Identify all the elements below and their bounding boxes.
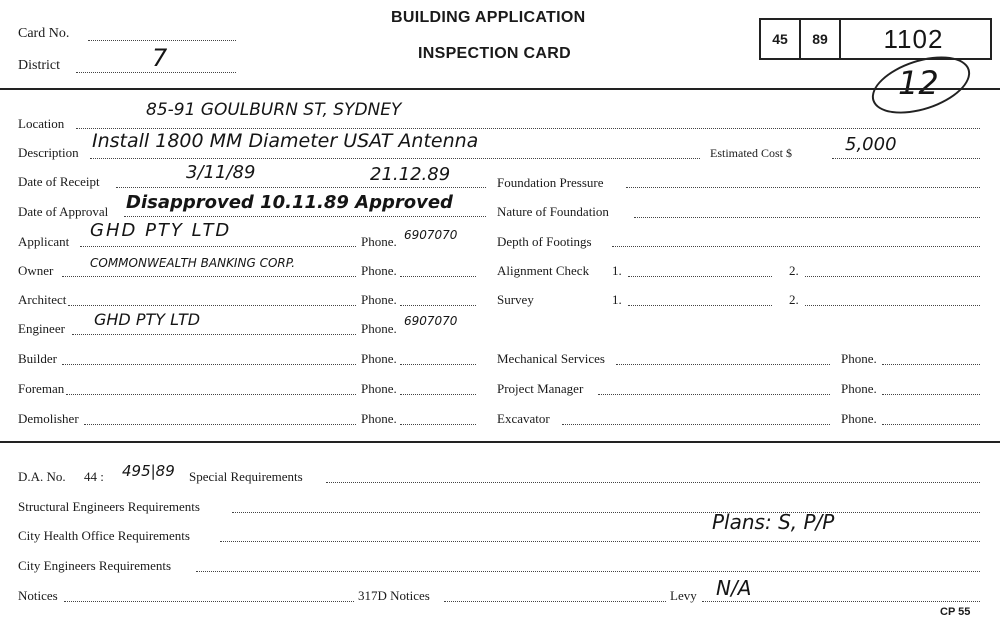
applicant-field[interactable] bbox=[80, 246, 356, 247]
district-value: 7 bbox=[152, 44, 168, 72]
architect-phone-field[interactable] bbox=[400, 305, 476, 306]
excavator-phone-field[interactable] bbox=[882, 424, 980, 425]
alignment-check-field-2[interactable] bbox=[805, 276, 980, 277]
alignment-check-num1: 1. bbox=[612, 263, 622, 278]
levy-value: N/A bbox=[716, 576, 752, 600]
alignment-check-num2: 2. bbox=[789, 263, 799, 278]
estimated-cost-label: Estimated Cost $ bbox=[710, 146, 792, 160]
project-manager-label: Project Manager bbox=[497, 381, 584, 396]
nature-of-foundation-field[interactable] bbox=[634, 217, 980, 218]
description-value: Install 1800 MM Diameter USAT Antenna bbox=[92, 130, 479, 152]
bottom-divider bbox=[0, 441, 1000, 443]
estimated-cost-field[interactable] bbox=[832, 158, 980, 159]
depth-of-footings-field[interactable] bbox=[612, 246, 980, 247]
location-label: Location bbox=[18, 116, 65, 131]
form-code: CP 55 bbox=[940, 606, 971, 618]
box-code-1: 45 bbox=[772, 31, 788, 47]
survey-field-2[interactable] bbox=[805, 305, 980, 306]
project-manager-phone-label: Phone. bbox=[841, 381, 877, 396]
alignment-check-field-1[interactable] bbox=[628, 276, 772, 277]
mechanical-services-label: Mechanical Services bbox=[497, 351, 605, 366]
foreman-label: Foreman bbox=[18, 381, 65, 396]
builder-phone-label: Phone. bbox=[361, 351, 397, 366]
circled-number: 12 bbox=[898, 64, 939, 102]
receipt-value-1: 3/11/89 bbox=[186, 162, 256, 183]
card-no-field[interactable] bbox=[88, 40, 236, 41]
architect-field[interactable] bbox=[68, 305, 356, 306]
structural-engineers-label: Structural Engineers Requirements bbox=[18, 499, 200, 514]
notices-317d-label: 317D Notices bbox=[358, 588, 430, 603]
district-field[interactable] bbox=[76, 72, 236, 73]
survey-num2: 2. bbox=[789, 292, 799, 307]
mechanical-services-phone-label: Phone. bbox=[841, 351, 877, 366]
applicant-phone-label: Phone. bbox=[361, 234, 397, 249]
special-requirements-field[interactable] bbox=[326, 482, 980, 483]
form-title-line1: BUILDING APPLICATION bbox=[391, 9, 586, 26]
box-card-number: 1102 bbox=[883, 24, 944, 54]
structural-engineers-field[interactable] bbox=[232, 512, 980, 513]
foundation-pressure-label: Foundation Pressure bbox=[497, 175, 604, 190]
architect-phone-label: Phone. bbox=[361, 292, 397, 307]
demolisher-phone-label: Phone. bbox=[361, 411, 397, 426]
da-no-label: D.A. No. bbox=[18, 469, 66, 484]
city-engineers-field[interactable] bbox=[196, 571, 980, 572]
box-code-2: 89 bbox=[812, 31, 828, 47]
approval-value: Disapproved 10.11.89 Approved bbox=[126, 192, 453, 213]
excavator-field[interactable] bbox=[562, 424, 830, 425]
demolisher-field[interactable] bbox=[84, 424, 356, 425]
city-health-value: Plans: S, P/P bbox=[712, 510, 835, 534]
engineer-field[interactable] bbox=[72, 334, 356, 335]
city-health-label: City Health Office Requirements bbox=[18, 528, 190, 543]
special-requirements-label: Special Requirements bbox=[189, 469, 303, 484]
description-field[interactable] bbox=[90, 158, 700, 159]
approval-field[interactable] bbox=[124, 216, 486, 217]
da-no-prefix: 44 : bbox=[84, 469, 104, 484]
owner-phone-field[interactable] bbox=[400, 276, 476, 277]
builder-field[interactable] bbox=[62, 364, 356, 365]
project-manager-field[interactable] bbox=[598, 394, 830, 395]
survey-label: Survey bbox=[497, 292, 534, 307]
city-engineers-label: City Engineers Requirements bbox=[18, 558, 172, 573]
notices-field[interactable] bbox=[64, 601, 354, 602]
excavator-label: Excavator bbox=[497, 411, 550, 426]
depth-of-footings-label: Depth of Footings bbox=[497, 234, 592, 249]
form-title-line2: INSPECTION CARD bbox=[418, 45, 571, 62]
top-divider bbox=[0, 88, 1000, 90]
demolisher-label: Demolisher bbox=[18, 411, 79, 426]
levy-field[interactable] bbox=[702, 601, 980, 602]
project-manager-phone-field[interactable] bbox=[882, 394, 980, 395]
owner-phone-label: Phone. bbox=[361, 263, 397, 278]
mechanical-services-field[interactable] bbox=[616, 364, 830, 365]
levy-label: Levy bbox=[670, 588, 697, 603]
owner-field[interactable] bbox=[62, 276, 356, 277]
engineer-phone-value: 6907070 bbox=[404, 314, 458, 328]
mechanical-services-phone-field[interactable] bbox=[882, 364, 980, 365]
description-label: Description bbox=[18, 145, 79, 160]
alignment-check-label: Alignment Check bbox=[497, 263, 590, 278]
excavator-phone-label: Phone. bbox=[841, 411, 877, 426]
estimated-cost-value: 5,000 bbox=[845, 134, 897, 155]
city-health-field[interactable] bbox=[220, 541, 980, 542]
foreman-field[interactable] bbox=[66, 394, 356, 395]
applicant-label: Applicant bbox=[18, 234, 70, 249]
engineer-label: Engineer bbox=[18, 321, 65, 336]
location-field[interactable] bbox=[76, 128, 980, 129]
owner-value: COMMONWEALTH BANKING CORP. bbox=[90, 256, 296, 270]
foundation-pressure-field[interactable] bbox=[626, 187, 980, 188]
builder-phone-field[interactable] bbox=[400, 364, 476, 365]
card-no-label: Card No. bbox=[18, 26, 70, 41]
builder-label: Builder bbox=[18, 351, 57, 366]
approval-label: Date of Approval bbox=[18, 204, 109, 219]
applicant-phone-value: 6907070 bbox=[404, 228, 458, 242]
owner-label: Owner bbox=[18, 263, 54, 278]
foreman-phone-field[interactable] bbox=[400, 394, 476, 395]
receipt-value-2: 21.12.89 bbox=[370, 164, 451, 185]
notices-317d-field[interactable] bbox=[444, 601, 666, 602]
da-no-value: 495|89 bbox=[122, 462, 175, 480]
notices-label: Notices bbox=[18, 588, 58, 603]
demolisher-phone-field[interactable] bbox=[400, 424, 476, 425]
nature-of-foundation-label: Nature of Foundation bbox=[497, 204, 609, 219]
applicant-value: GHD PTY LTD bbox=[90, 220, 232, 241]
foreman-phone-label: Phone. bbox=[361, 381, 397, 396]
receipt-label: Date of Receipt bbox=[18, 174, 100, 189]
survey-num1: 1. bbox=[612, 292, 622, 307]
receipt-field[interactable] bbox=[116, 187, 486, 188]
engineer-value: GHD PTY LTD bbox=[94, 310, 201, 329]
architect-label: Architect bbox=[18, 292, 67, 307]
engineer-phone-label: Phone. bbox=[361, 321, 397, 336]
card-number-box bbox=[759, 18, 992, 60]
location-value: 85-91 GOULBURN ST, SYDNEY bbox=[146, 100, 402, 120]
survey-field-1[interactable] bbox=[628, 305, 772, 306]
district-label: District bbox=[18, 58, 60, 73]
